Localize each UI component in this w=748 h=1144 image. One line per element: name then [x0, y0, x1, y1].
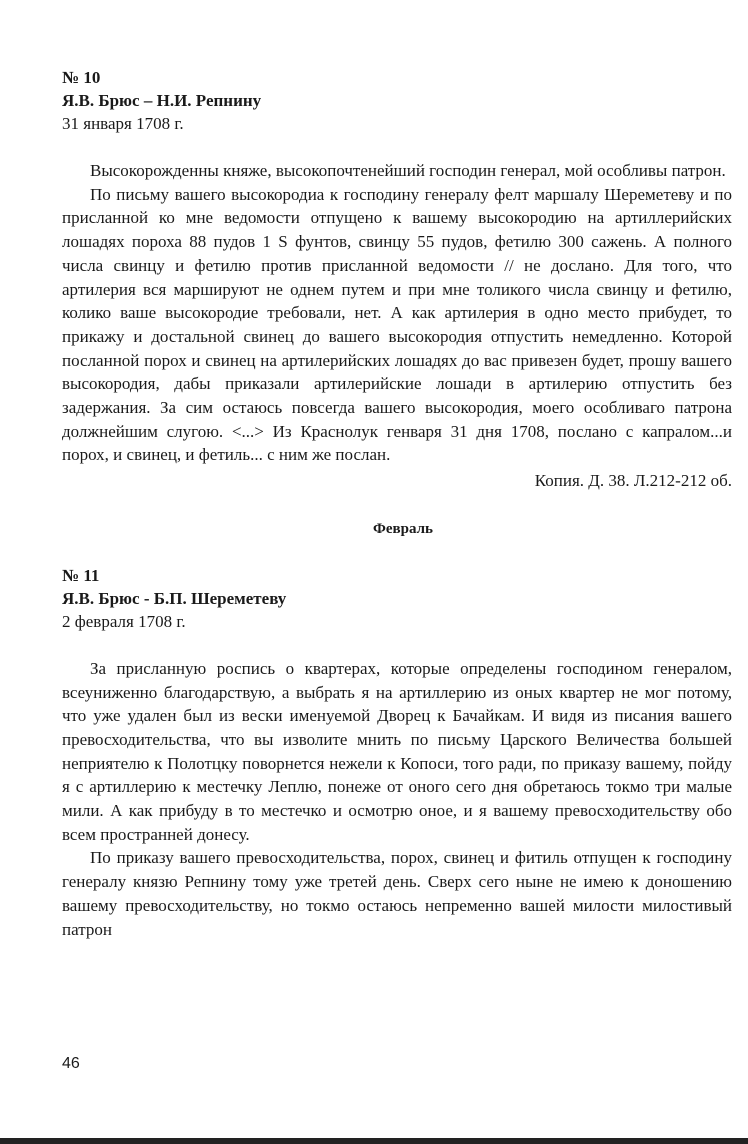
letter-body [62, 657, 732, 941]
document-number: № 11 [62, 565, 100, 585]
document-page [62, 66, 732, 941]
document-heading: Я.В. Брюс – Н.И. Репнину [62, 91, 262, 110]
page-number: 46 [62, 1055, 80, 1072]
month-heading: Февраль [373, 520, 433, 537]
letter-paragraph: Высокорожденны княже, высокопочтенейший господин генерал, мой особливы патрон. [90, 161, 726, 180]
letter-paragraph: За присланную роспись о квартерах, которые определены господином генералом, всеуниженно благодарствую, а выбрать я на артиллерию из оных квартер не мог потому, что уже удален был из вески именуемой Дворец к Бачайкам. И видя из писания вашего превосходительства, что вы изволите мнить по письму Царского Величества большей неприятелю к Полотцку поворнется нежели к Копоси, того ради, по приказу вашему, пойду я с артиллерию к местечку Леплю, понеже от оного сего дня обретаюсь токмо три малые мили. А как прибуду в то местечко и осмотрю оное, и я вашему превосходительству обо всем пространней донесу. [62, 658, 732, 844]
document-heading: Я.В. Брюс - Б.П. Шереметеву [62, 588, 287, 608]
document-number: № 10 [62, 68, 101, 87]
scan-edge [0, 1138, 748, 1144]
letter-body [62, 159, 732, 467]
document-10 [62, 66, 732, 493]
document-11 [62, 564, 732, 941]
archival-source: Копия. Д. 38. Л.212-212 об. [534, 471, 732, 491]
document-date: 2 февраля 1708 г. [62, 611, 186, 631]
letter-paragraph: По приказу вашего превосходительства, порох, свинец и фитиль отпущен к господину генералу князю Репнину тому уже третей день. Сверх сего ныне не имею к доношению вашему превосходительству, но токмо остаюсь непременно вашей милости милостивый патрон [62, 848, 732, 939]
document-date: 31 января 1708 г. [62, 114, 184, 133]
letter-paragraph: По письму вашего высокородиа к господину генералу фелт маршалу Шереметеву и по присланной ко мне ведомости отпущено к вашему высокородию на артиллерийских лошадях пороха 88 пудов 1 S фунтов, свинцу 55 пудов, фетилю 300 сажень. А полного числа свинцу и фетилю против присланной ведомости // не дослано. Для того, что артилерия вся маршируют не однем путем и при мне толикого числа свинцу и фетилю, колико ваше высокородие требовали, нет. А как артилерия в одно место прибудет, то прикажу и достальной свинец до вашего высокородия отпустить немедленно. Которой посланной порох и свинец на артилерийских лошадях до вас привезен будет, прошу вашего высокородия, дабы приказали артилерийские лошади в артилерию отпустить без задержания. За сим остаюсь повсегда вашего высокородия, моего особливаго патрона должнейшим слугою. <...> Из Краснолук генваря 31 дня 1708, послано с капралом...и порох, и свинец, и фетиль... с ним же послан. [62, 184, 732, 465]
